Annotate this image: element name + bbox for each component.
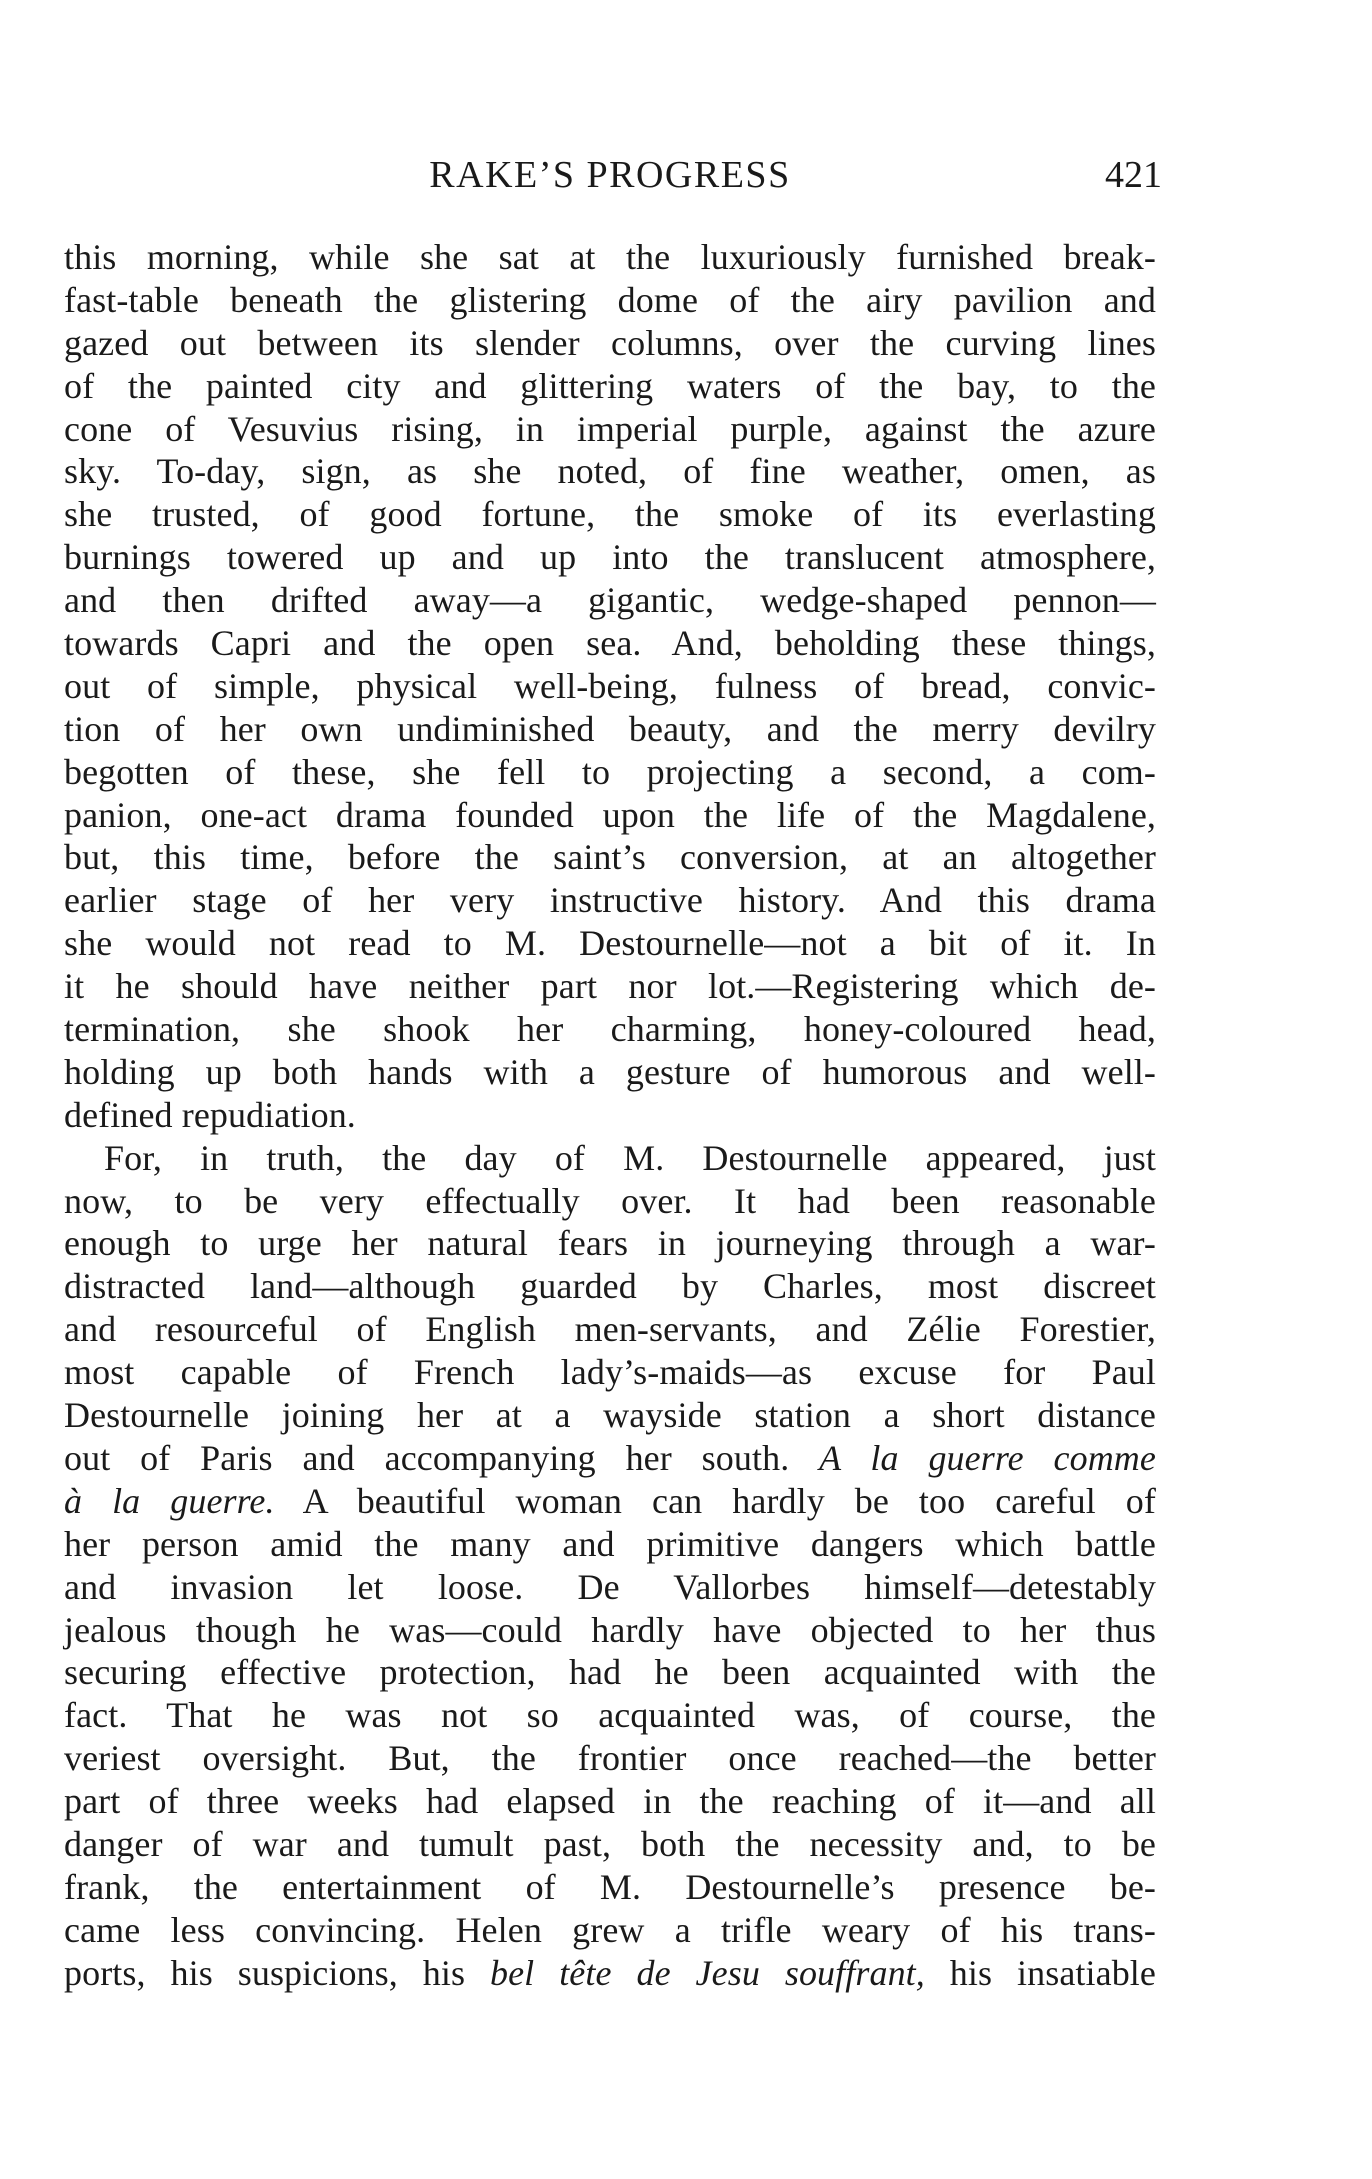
text-segment: ports, his suspicions, his <box>64 1952 466 1993</box>
text-line: now, to be very effectually over. It had been reasonable <box>64 1180 1156 1221</box>
text-line: securing effective protection, had he been acquainted with the <box>64 1652 1156 1693</box>
text-line: this morning, while she sat at the luxuriously furnished break- <box>64 237 1156 277</box>
running-head <box>64 150 1162 200</box>
text-segment: out of Paris and accompanying her south. <box>64 1437 790 1478</box>
text-line: out of simple, physical well-being, fulness of bread, convic- <box>64 665 1156 706</box>
text-line: of the painted city and glittering waters of the bay, to the <box>64 365 1156 406</box>
running-title: RAKE’S PROGRESS <box>429 154 791 196</box>
text-line: veriest oversight. But, the frontier once reached—the better <box>64 1738 1156 1779</box>
body-text <box>64 236 1156 1995</box>
text-line: gazed out between its slender columns, over the curving lines <box>64 322 1156 363</box>
text-line: and then drifted away—a gigantic, wedge-shaped pennon— <box>64 580 1156 621</box>
italic-phrase: à la guerre. <box>64 1480 275 1521</box>
text-segment: his insatiable <box>949 1952 1156 1993</box>
text-line: danger of war and tumult past, both the necessity and, to be <box>64 1823 1156 1864</box>
text-line: begotten of these, she fell to projecting a second, a com- <box>64 751 1156 792</box>
text-line: fast-table beneath the glistering dome of the airy pavilion and <box>64 279 1156 320</box>
text-line: part of three weeks had elapsed in the reaching of it—and all <box>64 1781 1156 1822</box>
text-line: her person amid the many and primitive dangers which battle <box>64 1523 1156 1564</box>
text-line: it he should have neither part nor lot.—Registering which de- <box>64 966 1156 1007</box>
text-line <box>64 1437 1156 1480</box>
text-line: came less convincing. Helen grew a trifle weary of his trans- <box>64 1909 1156 1950</box>
text-line: panion, one-act drama founded upon the life of the Magdalene, <box>64 794 1156 835</box>
text-line: earlier stage of her very instructive history. And this drama <box>64 880 1156 921</box>
text-line: sky. To-day, sign, as she noted, of fine weather, omen, as <box>64 451 1156 492</box>
text-line: cone of Vesuvius rising, in imperial purple, against the azure <box>64 408 1156 449</box>
text-line: Destournelle joining her at a wayside station a short distance <box>64 1395 1156 1436</box>
text-line: and invasion let loose. De Vallorbes himself—detestably <box>64 1566 1156 1607</box>
text-line <box>64 1480 1156 1523</box>
italic-phrase: A la guerre comme <box>819 1437 1156 1478</box>
text-line: For, in truth, the day of M. Destournelle appeared, just <box>104 1137 1156 1178</box>
text-line: but, this time, before the saint’s conversion, at an altogether <box>64 837 1156 878</box>
page-number: 421 <box>1105 154 1162 196</box>
text-line: and resourceful of English men-servants, and Zélie Forestier, <box>64 1309 1156 1350</box>
text-line: burnings towered up and up into the translucent atmosphere, <box>64 537 1156 578</box>
text-line: holding up both hands with a gesture of humorous and well- <box>64 1051 1156 1092</box>
text-line: most capable of French lady’s-maids—as excuse for Paul <box>64 1352 1156 1393</box>
text-line: frank, the entertainment of M. Destournelle’s presence be- <box>64 1866 1156 1907</box>
italic-phrase: bel tête de Jesu souffrant, <box>490 1952 925 1993</box>
text-segment: A beautiful woman can hardly be too careful of <box>302 1480 1156 1521</box>
text-line: defined repudiation. <box>64 1094 356 1135</box>
text-line: tion of her own undiminished beauty, and the merry devilry <box>64 708 1156 749</box>
text-line: enough to urge her natural fears in journeying through a war- <box>64 1223 1156 1264</box>
text-line: termination, she shook her charming, honey-coloured head, <box>64 1009 1156 1050</box>
text-line: she would not read to M. Destournelle—not a bit of it. In <box>64 923 1156 964</box>
text-line: fact. That he was not so acquainted was, of course, the <box>64 1695 1156 1736</box>
text-line: she trusted, of good fortune, the smoke of its everlasting <box>64 494 1156 535</box>
text-line: distracted land—although guarded by Charles, most discreet <box>64 1266 1156 1307</box>
text-line: jealous though he was—could hardly have objected to her thus <box>64 1609 1156 1650</box>
text-line <box>64 1952 1156 1995</box>
text-line: towards Capri and the open sea. And, beholding these things, <box>64 623 1156 664</box>
